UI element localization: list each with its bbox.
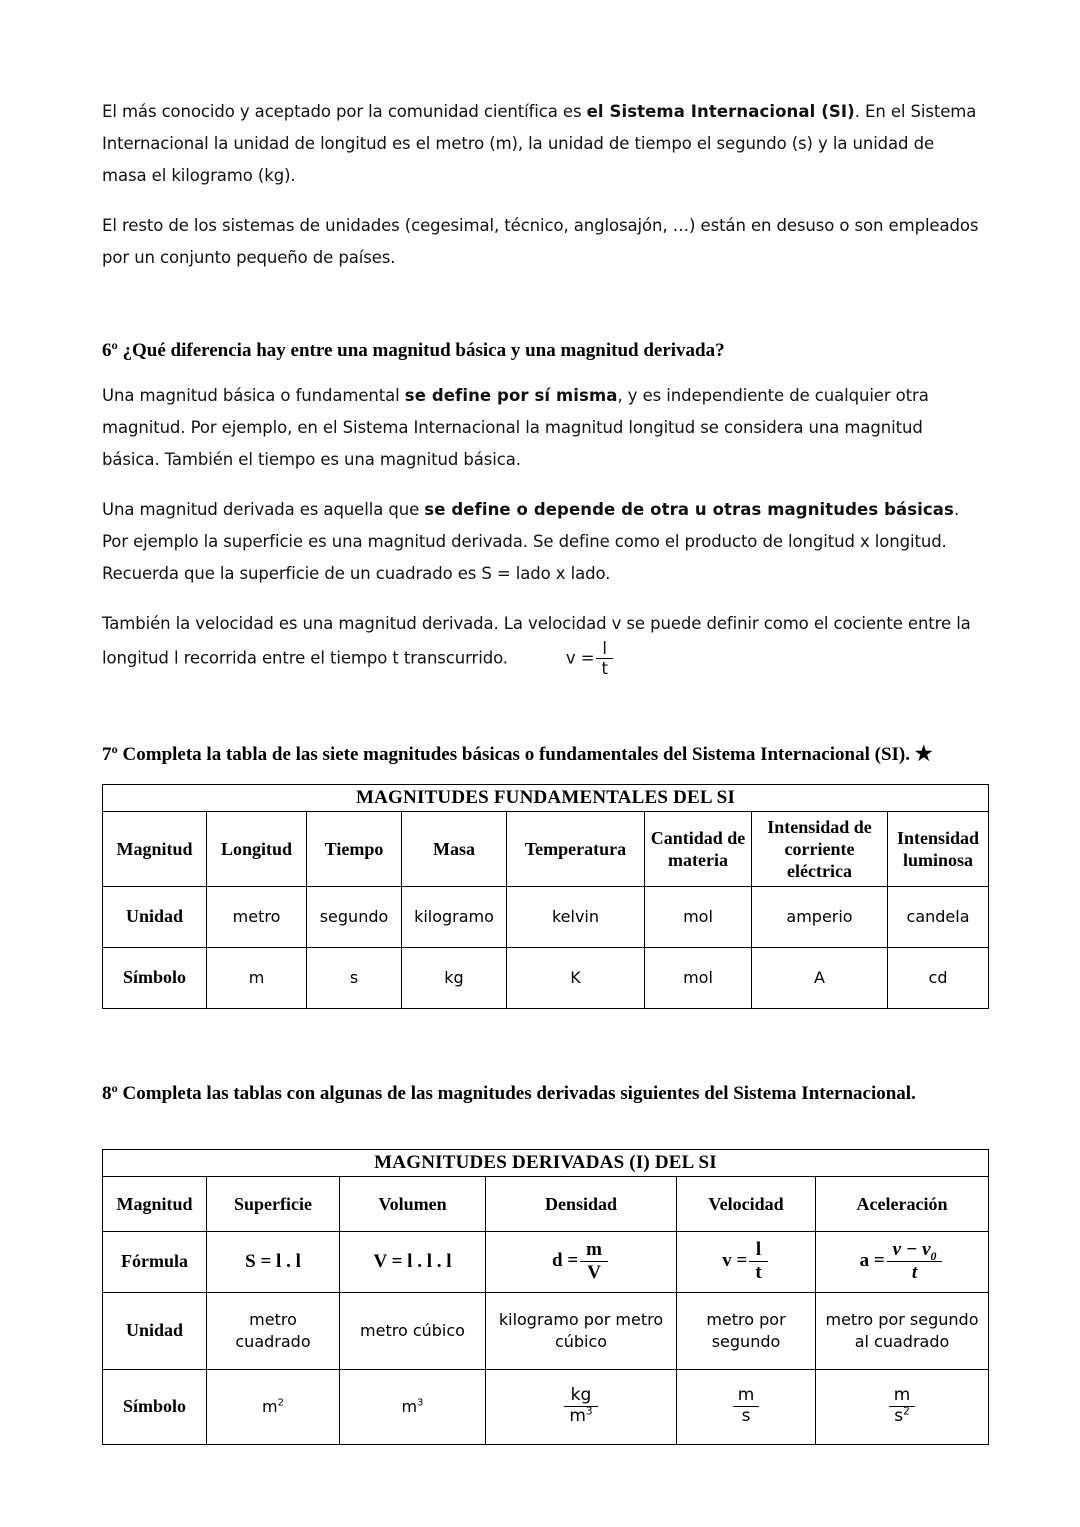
row-label-simbolo: Símbolo	[103, 1369, 207, 1444]
header-cell-longitud: Longitud	[207, 811, 307, 886]
section-spacer	[102, 292, 982, 338]
simbolo-volumen-exponent: 3	[417, 1397, 424, 1409]
formula-volumen: V = l . l . l	[340, 1231, 486, 1292]
row-label-unidad: Unidad	[103, 1292, 207, 1369]
unidad-intensidad-luminosa: candela	[888, 886, 989, 947]
simbolo-superficie	[207, 1369, 340, 1444]
paragraph-otros-sistemas	[102, 210, 982, 274]
simbolo-densidad-denominator-exponent: 3	[585, 1405, 593, 1418]
paragraph-text: El resto de los sistemas de unidades (cegesimal, técnico, anglosajón, …) están en desuso o son empleados por un conjunto pequeño de países.	[102, 216, 979, 267]
simbolo-intensidad-corriente: A	[752, 947, 888, 1008]
star-icon: ★	[914, 742, 933, 765]
section-spacer	[102, 1055, 982, 1081]
unidad-velocidad: metro por segundo	[677, 1292, 816, 1369]
formula-velocidad-denominator: t	[755, 1262, 762, 1284]
table-row	[103, 1369, 989, 1444]
header-cell-tiempo: Tiempo	[307, 811, 402, 886]
paragraph-text: Una magnitud derivada es aquella que	[102, 500, 425, 519]
simbolo-velocidad-denominator-base: s	[741, 1406, 751, 1427]
table-magnitudes-derivadas	[102, 1149, 989, 1445]
table-title: MAGNITUDES DERIVADAS (I) DEL SI	[103, 1149, 989, 1176]
table-row	[103, 1292, 989, 1369]
paragraph-text-cont: , y es independiente de cualquier otra magnitud. Por ejemplo, en el Sistema Internacional la magnitud longitud se considera una magnitud básica. También el tiempo es una magnitud básica.	[102, 386, 929, 469]
paragraph-magnitud-basica	[102, 380, 982, 476]
simbolo-aceleracion	[816, 1369, 989, 1444]
simbolo-intensidad-luminosa: cd	[888, 947, 989, 1008]
header-cell-densidad: Densidad	[486, 1176, 677, 1231]
formula-velocidad-numerator: l	[749, 1240, 767, 1262]
velocity-denominator: t	[601, 659, 608, 679]
formula-velocidad-fraction	[749, 1240, 767, 1283]
simbolo-tiempo: s	[307, 947, 402, 1008]
formula-aceleracion-subscript: 0	[930, 1249, 937, 1263]
velocity-numerator: l	[596, 640, 612, 659]
section-spacer	[102, 696, 982, 742]
section-spacer	[102, 1123, 982, 1149]
unidad-aceleracion: metro por segundo al cuadrado	[816, 1292, 989, 1369]
table-row	[103, 811, 989, 886]
simbolo-temperatura: K	[507, 947, 645, 1008]
header-cell-cantidad-de-materia: Cantidad de materia	[645, 811, 752, 886]
formula-densidad-numerator: m	[580, 1240, 608, 1262]
unidad-densidad: kilogramo por metro cúbico	[486, 1292, 677, 1369]
table-row	[103, 1176, 989, 1231]
row-label-unidad: Unidad	[103, 886, 207, 947]
formula-aceleracion-lhs: a =	[859, 1249, 885, 1271]
row-label-magnitud: Magnitud	[103, 1176, 207, 1231]
table-row	[103, 947, 989, 1008]
simbolo-superficie-exponent: 2	[277, 1397, 284, 1409]
row-label-formula: Fórmula	[103, 1231, 207, 1292]
bold-phrase-sistema-internacional: el Sistema Internacional (SI)	[586, 102, 855, 121]
unidad-temperatura: kelvin	[507, 886, 645, 947]
simbolo-velocidad-fraction	[733, 1387, 760, 1426]
header-cell-superficie: Superficie	[207, 1176, 340, 1231]
simbolo-densidad-numerator: kg	[564, 1387, 597, 1407]
formula-densidad-fraction	[580, 1240, 608, 1283]
simbolo-velocidad-numerator: m	[733, 1387, 760, 1407]
velocity-formula	[566, 640, 615, 678]
simbolo-cantidad-materia: mol	[645, 947, 752, 1008]
bold-phrase-se-define-o-depende: se define o depende de otra u otras magnitudes básicas	[424, 500, 954, 519]
simbolo-masa: kg	[402, 947, 507, 1008]
simbolo-densidad	[486, 1369, 677, 1444]
simbolo-densidad-fraction	[564, 1387, 597, 1426]
section-spacer	[102, 1009, 982, 1055]
simbolo-aceleracion-fraction	[889, 1387, 916, 1426]
unidad-intensidad-corriente: amperio	[752, 886, 888, 947]
table-row	[103, 886, 989, 947]
formula-densidad	[486, 1231, 677, 1292]
question-8-heading: 8º Completa las tablas con algunas de las magnitudes derivadas siguientes del Sistema Internacional.	[102, 1082, 916, 1104]
header-cell-masa: Masa	[402, 811, 507, 886]
formula-aceleracion-numerator-text: v − v	[892, 1239, 931, 1261]
table-row	[103, 784, 989, 811]
unidad-tiempo: segundo	[307, 886, 402, 947]
formula-densidad-lhs: d =	[552, 1249, 579, 1271]
row-label-simbolo: Símbolo	[103, 947, 207, 1008]
unidad-longitud: metro	[207, 886, 307, 947]
header-cell-volumen: Volumen	[340, 1176, 486, 1231]
unidad-cantidad-materia: mol	[645, 886, 752, 947]
paragraph-text-cont: . En el Sistema Internacional la unidad de longitud es el metro (m), la unidad de tiempo el segundo (s) y la unidad de masa el kilogramo (kg).	[102, 102, 977, 185]
formula-aceleracion	[816, 1231, 989, 1292]
simbolo-volumen-base: m	[401, 1396, 418, 1416]
table-title: MAGNITUDES FUNDAMENTALES DEL SI	[103, 784, 989, 811]
simbolo-aceleracion-denominator-exponent: 2	[903, 1405, 910, 1418]
simbolo-densidad-denominator	[564, 1407, 597, 1426]
table-row	[103, 1231, 989, 1292]
unidad-volumen: metro cúbico	[340, 1292, 486, 1369]
formula-aceleracion-fraction	[887, 1240, 943, 1283]
simbolo-velocidad	[677, 1369, 816, 1444]
paragraph-magnitud-derivada	[102, 494, 982, 590]
velocity-formula-lhs: v =	[565, 648, 595, 668]
paragraph-intro-si	[102, 96, 982, 192]
formula-superficie: S = l . l	[207, 1231, 340, 1292]
paragraph-text: El más conocido y aceptado por la comunidad científica es	[102, 102, 587, 121]
paragraph-text-cont: . Por ejemplo la superficie es una magnitud derivada. Se define como el producto de longitud x longitud. Recuerda que la superficie de un cuadrado es S = lado x lado.	[102, 500, 960, 583]
header-cell-intensidad-de-corriente-electrica: Intensidad de corriente eléctrica	[752, 811, 888, 886]
simbolo-aceleracion-denominator	[889, 1407, 916, 1426]
header-cell-intensidad-luminosa: Intensidad luminosa	[888, 811, 989, 886]
header-cell-aceleracion: Aceleración	[816, 1176, 989, 1231]
paragraph-text: También la velocidad es una magnitud derivada. La velocidad v se puede definir como el cociente entre la longitud l recorrida entre el tiempo t transcurrido.	[102, 614, 971, 668]
simbolo-volumen	[340, 1369, 486, 1444]
formula-velocidad-lhs: v =	[722, 1249, 748, 1271]
table-row	[103, 1149, 989, 1176]
paragraph-text: Una magnitud básica o fundamental	[102, 386, 405, 405]
row-label-magnitud: Magnitud	[103, 811, 207, 886]
unidad-superficie: metro cuadrado	[207, 1292, 340, 1369]
table-magnitudes-fundamentales	[102, 784, 989, 1009]
formula-aceleracion-numerator	[887, 1240, 943, 1262]
formula-aceleracion-denominator: t	[911, 1262, 918, 1284]
unidad-masa: kilogramo	[402, 886, 507, 947]
question-7-heading	[102, 742, 982, 768]
simbolo-longitud: m	[207, 947, 307, 1008]
header-cell-velocidad: Velocidad	[677, 1176, 816, 1231]
simbolo-velocidad-denominator	[733, 1407, 760, 1426]
simbolo-aceleracion-denominator-base: s	[894, 1406, 904, 1427]
paragraph-velocidad	[102, 608, 982, 678]
simbolo-aceleracion-numerator: m	[889, 1387, 916, 1407]
question-6-heading: 6º ¿Qué diferencia hay entre una magnitud básica y una magnitud derivada?	[102, 340, 725, 361]
question-7-text: 7º Completa la tabla de las siete magnitudes básicas o fundamentales del Sistema Internacional (SI).	[102, 743, 910, 765]
formula-densidad-denominator: V	[587, 1262, 601, 1284]
velocity-fraction	[596, 640, 612, 678]
bold-phrase-se-define-por-si-misma: se define por sí misma	[404, 386, 618, 405]
formula-velocidad	[677, 1231, 816, 1292]
simbolo-superficie-base: m	[262, 1396, 278, 1416]
header-cell-temperatura: Temperatura	[507, 811, 645, 886]
document-content	[102, 96, 982, 1445]
simbolo-densidad-denominator-base: m	[569, 1406, 586, 1427]
